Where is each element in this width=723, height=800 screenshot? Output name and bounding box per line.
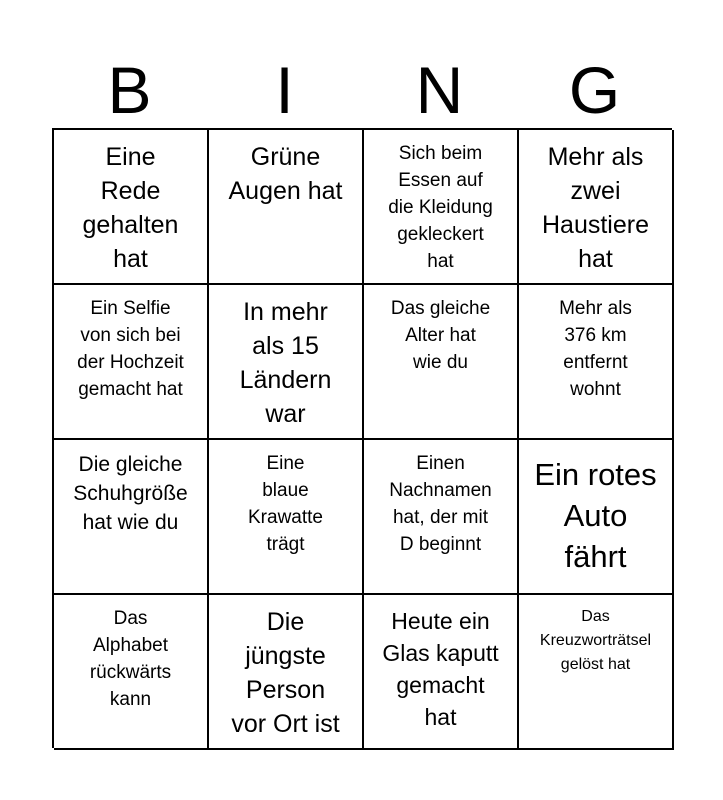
bingo-cell-text: Das Alphabet rückwärts kann <box>89 608 172 710</box>
bingo-cell-text: Das gleiche Alter hat wie du <box>390 298 491 373</box>
bingo-cell-text: Eine Rede gehalten hat <box>82 143 179 273</box>
bingo-cell[interactable] <box>519 440 674 595</box>
bingo-cell[interactable] <box>364 595 519 750</box>
bingo-cell[interactable] <box>54 595 209 750</box>
bingo-cell-text: Einen Nachnamen hat, der mit D beginnt <box>389 453 492 555</box>
bingo-cell-text: Das Kreuzworträtsel gelöst hat <box>539 608 652 673</box>
bingo-header <box>52 52 672 128</box>
bingo-cell[interactable] <box>364 285 519 440</box>
bingo-cell[interactable] <box>209 440 364 595</box>
bingo-cell-text: Die gleiche Schuhgröße hat wie du <box>73 453 188 534</box>
bingo-cell[interactable] <box>54 440 209 595</box>
bingo-cell[interactable] <box>54 130 209 285</box>
bingo-cell-text: Eine blaue Krawatte trägt <box>248 453 323 555</box>
bingo-cell[interactable] <box>364 130 519 285</box>
bingo-cell-text: Die jüngste Person vor Ort ist <box>231 608 340 738</box>
header-letter-g: G <box>568 53 621 127</box>
bingo-cell[interactable] <box>209 595 364 750</box>
header-letter-n: N <box>415 53 464 127</box>
bingo-cell-text: In mehr als 15 Ländern war <box>239 298 332 428</box>
bingo-cell-text: Heute ein Glas kaputt gemacht hat <box>382 608 499 730</box>
bingo-cell-text: Mehr als zwei Haustiere hat <box>542 143 649 273</box>
bingo-cell-text: Ein rotes Auto fährt <box>534 457 657 574</box>
bingo-cell[interactable] <box>209 285 364 440</box>
bingo-cell[interactable] <box>54 285 209 440</box>
bingo-cell-text: Sich beim Essen auf die Kleidung gekleckert hat <box>388 143 493 272</box>
bingo-cell[interactable] <box>519 595 674 750</box>
header-letter-i: I <box>275 53 294 127</box>
header-letter-b: B <box>107 53 152 127</box>
bingo-cell[interactable] <box>519 285 674 440</box>
bingo-cell[interactable] <box>519 130 674 285</box>
bingo-grid <box>52 128 672 748</box>
bingo-cell[interactable] <box>364 440 519 595</box>
bingo-cell-text: Mehr als 376 km entfernt wohnt <box>559 298 632 400</box>
bingo-cell-text: Grüne Augen hat <box>228 143 343 205</box>
bingo-cell-text: Ein Selfie von sich bei der Hochzeit gemacht hat <box>77 298 184 400</box>
bingo-cell[interactable] <box>209 130 364 285</box>
